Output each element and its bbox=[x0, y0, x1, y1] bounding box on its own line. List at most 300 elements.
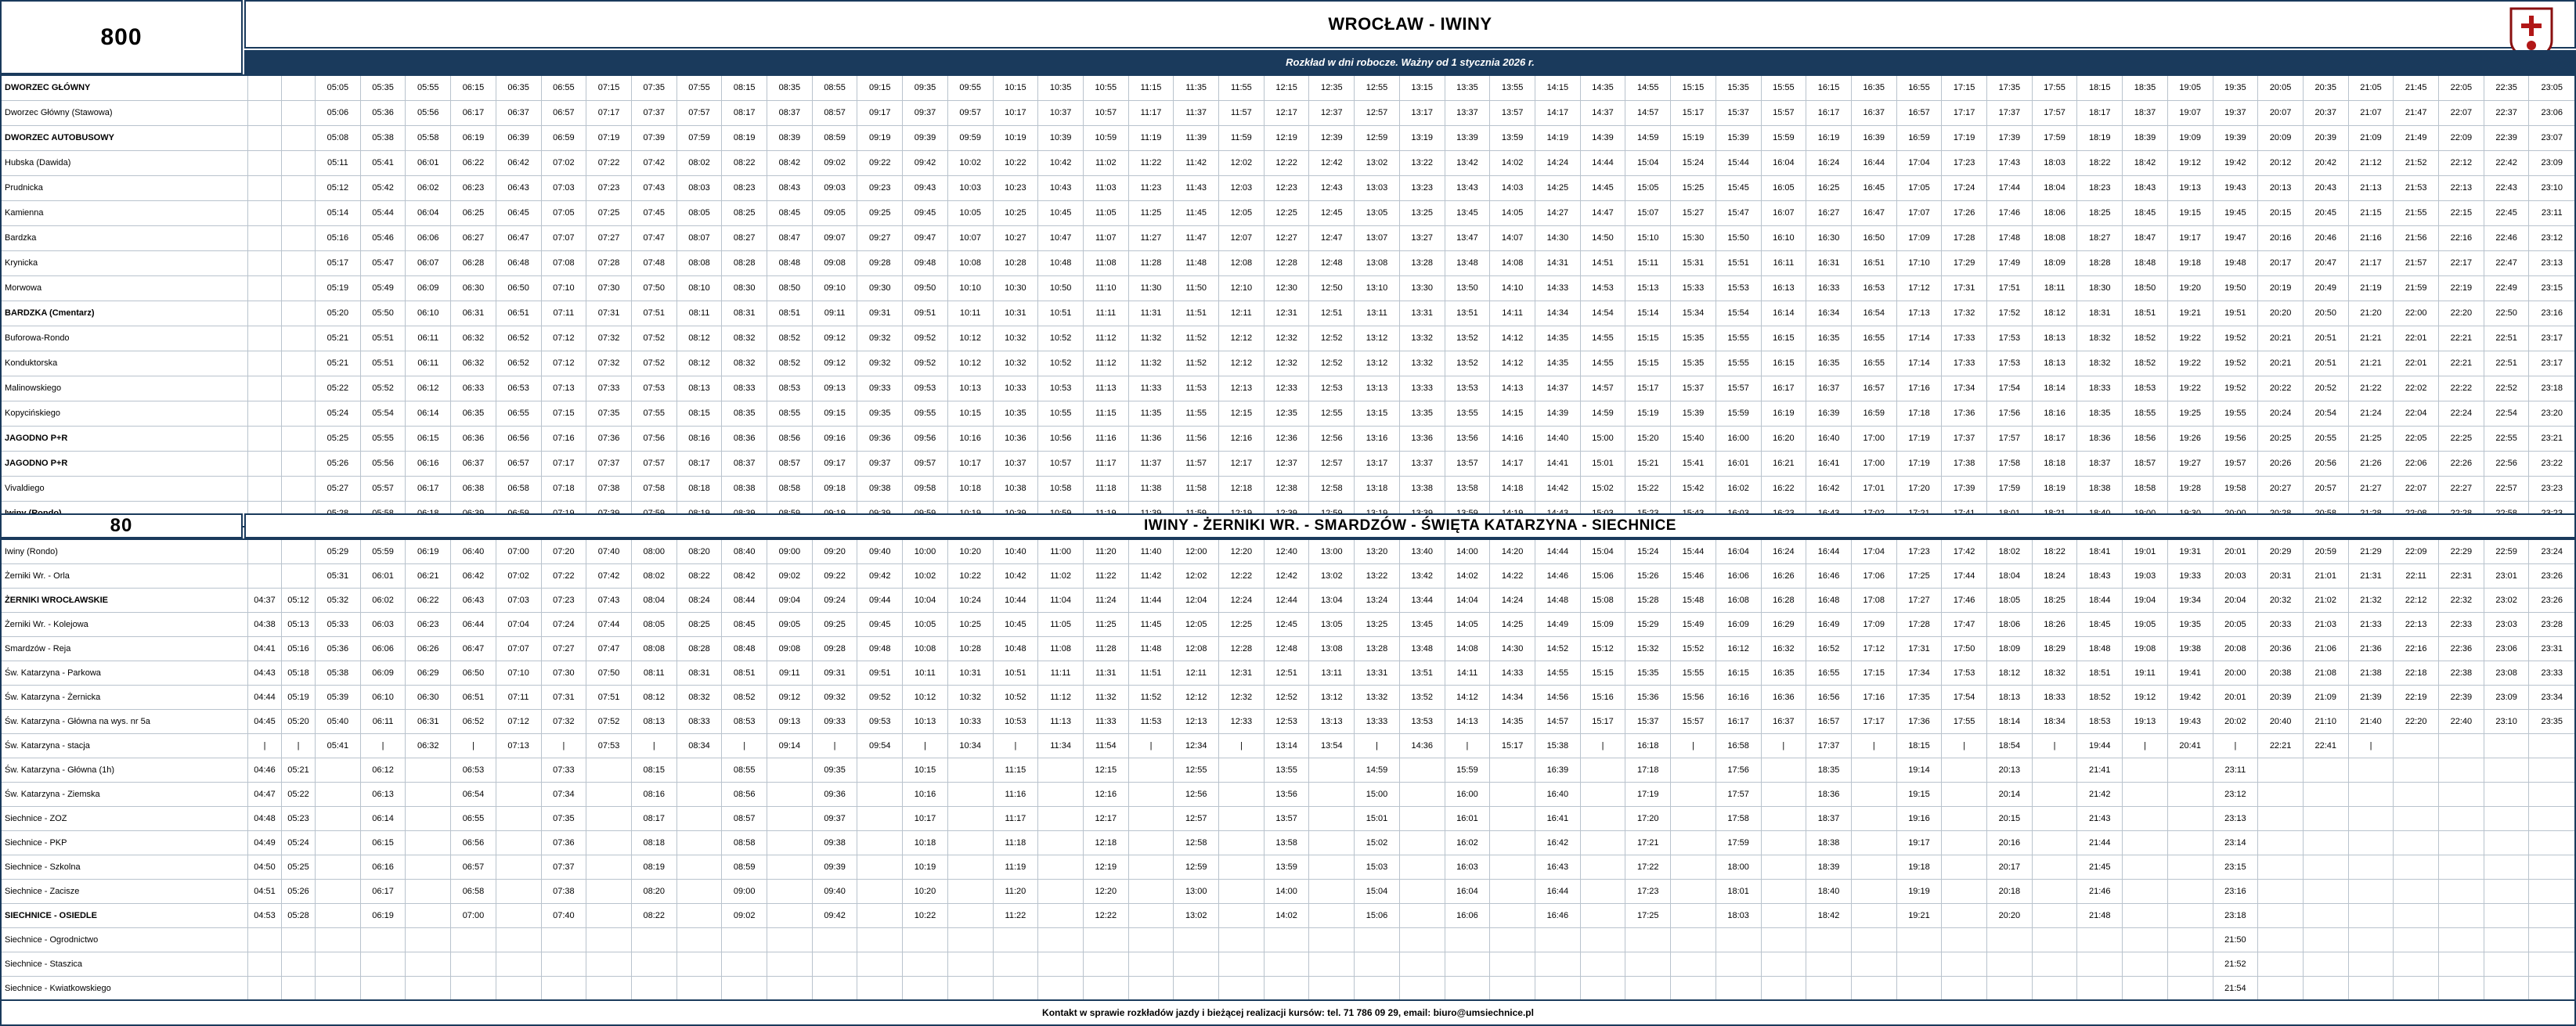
departure-time-cell bbox=[1038, 783, 1084, 807]
departure-time-cell: 11:35 bbox=[1128, 401, 1174, 427]
departure-time-cell: 09:24 bbox=[812, 589, 857, 613]
departure-time-cell: 12:58 bbox=[1174, 831, 1219, 855]
departure-time-cell: 07:50 bbox=[631, 276, 676, 301]
departure-time-cell bbox=[1128, 952, 1174, 977]
departure-time-cell: 13:57 bbox=[1445, 452, 1490, 477]
departure-time-cell: 06:42 bbox=[496, 151, 541, 176]
departure-time-cell: 12:51 bbox=[1264, 661, 1309, 686]
departure-time-cell: 13:47 bbox=[1445, 226, 1490, 251]
departure-time-cell: 14:36 bbox=[1399, 734, 1445, 758]
departure-time-cell: 16:56 bbox=[1806, 686, 1852, 710]
departure-time-cell: 09:15 bbox=[857, 76, 903, 101]
departure-time-cell: 07:11 bbox=[541, 301, 586, 326]
timetable-b-table bbox=[2, 540, 2574, 1000]
departure-time-cell: 08:05 bbox=[631, 613, 676, 637]
departure-time-cell: 12:25 bbox=[1219, 613, 1265, 637]
departure-time-cell bbox=[2529, 758, 2574, 783]
departure-time-cell: 10:24 bbox=[947, 589, 993, 613]
departure-time-cell bbox=[2394, 880, 2439, 904]
departure-time-cell bbox=[496, 952, 541, 977]
departure-time-cell bbox=[676, 952, 722, 977]
departure-time-cell: 12:37 bbox=[1309, 101, 1355, 126]
departure-time-cell: 11:51 bbox=[1174, 301, 1219, 326]
departure-time-cell: 18:03 bbox=[1716, 904, 1761, 928]
departure-time-cell bbox=[1083, 928, 1128, 952]
departure-time-cell: 10:51 bbox=[1038, 301, 1084, 326]
departure-time-cell: 06:14 bbox=[360, 807, 406, 831]
departure-time-cell: 06:11 bbox=[406, 326, 451, 351]
departure-time-cell: 19:15 bbox=[2167, 201, 2213, 226]
departure-time-cell: | bbox=[631, 734, 676, 758]
departure-time-cell: 15:45 bbox=[1716, 176, 1761, 201]
departure-time-cell: 13:30 bbox=[1399, 276, 1445, 301]
departure-time-cell: 16:46 bbox=[1806, 564, 1852, 589]
departure-time-cell: 11:40 bbox=[1128, 540, 1174, 564]
departure-time-cell: 06:02 bbox=[406, 176, 451, 201]
departure-time-cell: 12:56 bbox=[1174, 783, 1219, 807]
departure-time-cell: 23:17 bbox=[2529, 326, 2574, 351]
departure-time-cell: 10:47 bbox=[1038, 226, 1084, 251]
departure-time-cell: 07:44 bbox=[586, 613, 632, 637]
departure-time-cell: 16:00 bbox=[1716, 427, 1761, 452]
departure-time-cell bbox=[857, 952, 903, 977]
departure-time-cell: 11:08 bbox=[1083, 251, 1128, 276]
departure-time-cell: 18:05 bbox=[1987, 589, 2033, 613]
departure-time-cell: 08:35 bbox=[722, 401, 767, 427]
departure-time-cell bbox=[857, 758, 903, 783]
departure-time-cell: 12:44 bbox=[1264, 589, 1309, 613]
departure-time-cell: 10:44 bbox=[993, 589, 1038, 613]
departure-time-cell: 08:15 bbox=[722, 76, 767, 101]
departure-time-cell: 18:32 bbox=[2032, 661, 2077, 686]
departure-time-cell: 13:22 bbox=[1399, 151, 1445, 176]
departure-time-cell: 07:13 bbox=[496, 734, 541, 758]
departure-time-cell: 11:05 bbox=[1083, 201, 1128, 226]
departure-time-cell: 16:10 bbox=[1761, 226, 1806, 251]
departure-time-cell: 17:07 bbox=[1896, 201, 1942, 226]
departure-time-cell bbox=[1309, 807, 1355, 831]
departure-time-cell: 11:17 bbox=[1083, 452, 1128, 477]
departure-time-cell: 08:39 bbox=[767, 126, 813, 151]
departure-time-cell: 19:52 bbox=[2213, 376, 2258, 401]
departure-time-cell: 08:22 bbox=[631, 904, 676, 928]
departure-time-cell: 12:42 bbox=[1309, 151, 1355, 176]
departure-time-cell bbox=[2303, 952, 2348, 977]
departure-time-cell: 18:55 bbox=[2123, 401, 2168, 427]
departure-time-cell: 10:52 bbox=[993, 686, 1038, 710]
departure-time-cell: 15:15 bbox=[1671, 76, 1716, 101]
departure-time-cell: 13:53 bbox=[1399, 710, 1445, 734]
departure-time-cell: 10:25 bbox=[947, 613, 993, 637]
departure-time-cell: 04:38 bbox=[248, 613, 282, 637]
departure-time-cell: 21:29 bbox=[2348, 540, 2394, 564]
departure-time-cell: 09:37 bbox=[812, 807, 857, 831]
departure-time-cell: 14:55 bbox=[1535, 661, 1580, 686]
departure-time-cell: 09:39 bbox=[812, 855, 857, 880]
departure-time-cell: 10:27 bbox=[993, 226, 1038, 251]
departure-time-cell: 20:49 bbox=[2303, 276, 2348, 301]
departure-time-cell: 16:55 bbox=[1806, 661, 1852, 686]
departure-time-cell: 11:05 bbox=[1038, 613, 1084, 637]
departure-time-cell bbox=[1490, 952, 1535, 977]
departure-time-cell: 23:05 bbox=[2529, 76, 2574, 101]
departure-time-cell bbox=[1580, 855, 1625, 880]
departure-time-cell bbox=[496, 855, 541, 880]
table-row bbox=[2, 427, 2574, 452]
departure-time-cell: 15:13 bbox=[1625, 276, 1671, 301]
departure-time-cell: 15:42 bbox=[1671, 477, 1716, 502]
departure-time-cell: 13:40 bbox=[1399, 540, 1445, 564]
departure-time-cell: 10:50 bbox=[1038, 276, 1084, 301]
departure-time-cell: 05:51 bbox=[360, 351, 406, 376]
departure-time-cell bbox=[1580, 904, 1625, 928]
departure-time-cell: 15:50 bbox=[1716, 226, 1761, 251]
departure-time-cell: 16:53 bbox=[1851, 276, 1896, 301]
departure-time-cell bbox=[1942, 831, 1987, 855]
departure-time-cell: 11:48 bbox=[1174, 251, 1219, 276]
departure-time-cell: 06:22 bbox=[406, 589, 451, 613]
departure-time-cell: 22:15 bbox=[2439, 201, 2484, 226]
departure-time-cell: 17:48 bbox=[1987, 226, 2033, 251]
departure-time-cell bbox=[1851, 783, 1896, 807]
departure-time-cell: 15:09 bbox=[1580, 613, 1625, 637]
departure-time-cell bbox=[2394, 807, 2439, 831]
departure-time-cell bbox=[1535, 977, 1580, 1001]
departure-time-cell: 06:53 bbox=[496, 376, 541, 401]
departure-time-cell: 17:59 bbox=[1987, 477, 2033, 502]
departure-time-cell bbox=[1580, 831, 1625, 855]
departure-time-cell: 19:52 bbox=[2213, 351, 2258, 376]
departure-time-cell: 07:53 bbox=[631, 376, 676, 401]
stop-name-cell: Św. Katarzyna - Ziemska bbox=[2, 783, 248, 807]
departure-time-cell: 13:37 bbox=[1445, 101, 1490, 126]
departure-time-cell: 20:05 bbox=[2258, 76, 2304, 101]
departure-time-cell: 21:01 bbox=[2303, 564, 2348, 589]
departure-time-cell: 07:17 bbox=[541, 452, 586, 477]
departure-time-cell: 21:43 bbox=[2077, 807, 2123, 831]
departure-time-cell bbox=[282, 201, 316, 226]
departure-time-cell: 13:14 bbox=[1264, 734, 1309, 758]
departure-time-cell: 06:56 bbox=[496, 427, 541, 452]
departure-time-cell: 07:55 bbox=[631, 401, 676, 427]
departure-time-cell: 20:59 bbox=[2303, 540, 2348, 564]
departure-time-cell bbox=[767, 807, 813, 831]
departure-time-cell: 17:14 bbox=[1896, 351, 1942, 376]
departure-time-cell: 21:42 bbox=[2077, 783, 2123, 807]
departure-time-cell: 06:11 bbox=[360, 710, 406, 734]
departure-time-cell bbox=[1355, 928, 1400, 952]
departure-time-cell: 16:57 bbox=[1851, 376, 1896, 401]
departure-time-cell: 17:00 bbox=[1851, 427, 1896, 452]
departure-time-cell bbox=[1580, 952, 1625, 977]
departure-time-cell: 11:31 bbox=[1083, 661, 1128, 686]
departure-time-cell: 18:18 bbox=[2032, 452, 2077, 477]
departure-time-cell: 09:14 bbox=[767, 734, 813, 758]
departure-time-cell bbox=[451, 952, 496, 977]
departure-time-cell: 15:19 bbox=[1625, 401, 1671, 427]
departure-time-cell: 18:14 bbox=[1987, 710, 2033, 734]
departure-time-cell bbox=[2439, 758, 2484, 783]
departure-time-cell: 15:57 bbox=[1716, 376, 1761, 401]
departure-time-cell: 06:55 bbox=[541, 76, 586, 101]
departure-time-cell: 22:06 bbox=[2394, 452, 2439, 477]
departure-time-cell: 11:44 bbox=[1128, 589, 1174, 613]
departure-time-cell bbox=[1355, 977, 1400, 1001]
departure-time-cell: 18:22 bbox=[2032, 540, 2077, 564]
departure-time-cell: 16:44 bbox=[1851, 151, 1896, 176]
departure-time-cell bbox=[2394, 952, 2439, 977]
departure-time-cell bbox=[2167, 758, 2213, 783]
departure-time-cell: 05:51 bbox=[360, 326, 406, 351]
departure-time-cell: 18:45 bbox=[2077, 613, 2123, 637]
departure-time-cell: 06:37 bbox=[451, 452, 496, 477]
departure-time-cell: 05:19 bbox=[282, 686, 316, 710]
departure-time-cell bbox=[1761, 758, 1806, 783]
departure-time-cell bbox=[1716, 952, 1761, 977]
departure-time-cell: 14:39 bbox=[1580, 126, 1625, 151]
stop-name-cell: BARDZKA (Cmentarz) bbox=[2, 301, 248, 326]
departure-time-cell: 16:39 bbox=[1535, 758, 1580, 783]
departure-time-cell bbox=[586, 855, 632, 880]
departure-time-cell bbox=[903, 952, 948, 977]
departure-time-cell: 19:13 bbox=[2167, 176, 2213, 201]
departure-time-cell bbox=[993, 952, 1038, 977]
departure-time-cell: 17:44 bbox=[1942, 564, 1987, 589]
departure-time-cell: 07:45 bbox=[631, 201, 676, 226]
departure-time-cell: 09:03 bbox=[812, 176, 857, 201]
departure-time-cell: 13:02 bbox=[1309, 564, 1355, 589]
departure-time-cell: 11:57 bbox=[1174, 452, 1219, 477]
departure-time-cell bbox=[1309, 880, 1355, 904]
departure-time-cell bbox=[2167, 928, 2213, 952]
departure-time-cell: 12:15 bbox=[1219, 401, 1265, 427]
departure-time-cell: 11:07 bbox=[1083, 226, 1128, 251]
departure-time-cell: 10:12 bbox=[903, 686, 948, 710]
departure-time-cell: 21:57 bbox=[2394, 251, 2439, 276]
departure-time-cell: 14:17 bbox=[1535, 101, 1580, 126]
departure-time-cell: 12:47 bbox=[1309, 226, 1355, 251]
departure-time-cell: 05:47 bbox=[360, 251, 406, 276]
departure-time-cell: 16:15 bbox=[1761, 351, 1806, 376]
departure-time-cell: 13:43 bbox=[1445, 176, 1490, 201]
departure-time-cell bbox=[1445, 977, 1490, 1001]
departure-time-cell: 05:41 bbox=[360, 151, 406, 176]
departure-time-cell: 06:10 bbox=[360, 686, 406, 710]
departure-time-cell: 17:19 bbox=[1896, 452, 1942, 477]
departure-time-cell: 11:34 bbox=[1038, 734, 1084, 758]
departure-time-cell bbox=[2123, 880, 2168, 904]
departure-time-cell: 12:20 bbox=[1083, 880, 1128, 904]
departure-time-cell: 14:04 bbox=[1445, 589, 1490, 613]
timetable-b bbox=[0, 538, 2576, 1002]
departure-time-cell bbox=[1671, 977, 1716, 1001]
departure-time-cell: 14:08 bbox=[1490, 251, 1535, 276]
departure-time-cell: 11:35 bbox=[1174, 76, 1219, 101]
departure-time-cell: 10:16 bbox=[947, 427, 993, 452]
departure-time-cell: 17:34 bbox=[1942, 376, 1987, 401]
departure-time-cell: 05:05 bbox=[316, 76, 361, 101]
departure-time-cell: 11:37 bbox=[1174, 101, 1219, 126]
departure-time-cell: 05:38 bbox=[360, 126, 406, 151]
departure-time-cell bbox=[2032, 831, 2077, 855]
departure-time-cell bbox=[947, 880, 993, 904]
departure-time-cell: 10:43 bbox=[1038, 176, 1084, 201]
departure-time-cell: 08:20 bbox=[676, 540, 722, 564]
departure-time-cell bbox=[1942, 783, 1987, 807]
departure-time-cell bbox=[1851, 758, 1896, 783]
departure-time-cell: 10:45 bbox=[1038, 201, 1084, 226]
departure-time-cell: 11:12 bbox=[1038, 686, 1084, 710]
departure-time-cell bbox=[903, 977, 948, 1001]
departure-time-cell: 06:44 bbox=[451, 613, 496, 637]
departure-time-cell: 17:51 bbox=[1987, 276, 2033, 301]
departure-time-cell: 22:46 bbox=[2484, 226, 2529, 251]
departure-time-cell: 15:04 bbox=[1355, 880, 1400, 904]
departure-time-cell: 10:31 bbox=[947, 661, 993, 686]
departure-time-cell: 18:03 bbox=[2032, 151, 2077, 176]
departure-time-cell: 18:26 bbox=[2032, 613, 2077, 637]
departure-time-cell: 06:38 bbox=[451, 477, 496, 502]
departure-time-cell: 23:15 bbox=[2213, 855, 2258, 880]
departure-time-cell: 10:58 bbox=[1038, 477, 1084, 502]
departure-time-cell bbox=[316, 952, 361, 977]
departure-time-cell: 22:39 bbox=[2439, 686, 2484, 710]
table-row bbox=[2, 126, 2574, 151]
departure-time-cell bbox=[2394, 783, 2439, 807]
departure-time-cell: 13:57 bbox=[1490, 101, 1535, 126]
departure-time-cell bbox=[1987, 977, 2033, 1001]
departure-time-cell bbox=[1942, 952, 1987, 977]
departure-time-cell: 10:37 bbox=[1038, 101, 1084, 126]
departure-time-cell: 10:48 bbox=[993, 637, 1038, 661]
departure-time-cell: 15:22 bbox=[1625, 477, 1671, 502]
stop-name-cell: Siechnice - Ogrodnictwo bbox=[2, 928, 248, 952]
departure-time-cell: 21:09 bbox=[2303, 686, 2348, 710]
departure-time-cell: 20:50 bbox=[2303, 301, 2348, 326]
departure-time-cell bbox=[451, 977, 496, 1001]
departure-time-cell: 11:31 bbox=[1128, 301, 1174, 326]
departure-time-cell: | bbox=[722, 734, 767, 758]
departure-time-cell bbox=[1851, 855, 1896, 880]
stop-name-cell: ŻERNIKI WROCŁAWSKIE bbox=[2, 589, 248, 613]
departure-time-cell: 21:25 bbox=[2348, 427, 2394, 452]
departure-time-cell: 07:58 bbox=[631, 477, 676, 502]
departure-time-cell bbox=[248, 226, 282, 251]
departure-time-cell: 19:07 bbox=[2167, 101, 2213, 126]
departure-time-cell bbox=[2439, 807, 2484, 831]
departure-time-cell bbox=[676, 904, 722, 928]
table-row bbox=[2, 831, 2574, 855]
departure-time-cell bbox=[282, 151, 316, 176]
departure-time-cell: 20:07 bbox=[2258, 101, 2304, 126]
departure-time-cell: 13:31 bbox=[1355, 661, 1400, 686]
departure-time-cell: 15:38 bbox=[1535, 734, 1580, 758]
stop-name-cell: JAGODNO P+R bbox=[2, 452, 248, 477]
departure-time-cell: 16:31 bbox=[1806, 251, 1852, 276]
departure-time-cell: 17:33 bbox=[1942, 326, 1987, 351]
table-row bbox=[2, 977, 2574, 1001]
departure-time-cell: 22:33 bbox=[2439, 613, 2484, 637]
departure-time-cell: 16:44 bbox=[1806, 540, 1852, 564]
departure-time-cell: 09:54 bbox=[857, 734, 903, 758]
departure-time-cell: 08:13 bbox=[631, 710, 676, 734]
table-row bbox=[2, 904, 2574, 928]
departure-time-cell: 07:52 bbox=[631, 326, 676, 351]
departure-time-cell bbox=[2167, 904, 2213, 928]
departure-time-cell bbox=[1128, 928, 1174, 952]
departure-time-cell: 05:08 bbox=[316, 126, 361, 151]
departure-time-cell: 09:43 bbox=[903, 176, 948, 201]
departure-time-cell: 09:45 bbox=[903, 201, 948, 226]
departure-time-cell: 12:16 bbox=[1083, 783, 1128, 807]
departure-time-cell: 06:13 bbox=[360, 783, 406, 807]
departure-time-cell: 21:38 bbox=[2348, 661, 2394, 686]
departure-time-cell: 16:25 bbox=[1806, 176, 1852, 201]
departure-time-cell bbox=[2123, 855, 2168, 880]
departure-time-cell: 14:48 bbox=[1535, 589, 1580, 613]
departure-time-cell bbox=[1942, 855, 1987, 880]
departure-time-cell: 05:20 bbox=[316, 301, 361, 326]
departure-time-cell: 10:18 bbox=[903, 831, 948, 855]
departure-time-cell bbox=[1399, 928, 1445, 952]
departure-time-cell: 08:15 bbox=[631, 758, 676, 783]
departure-time-cell: 17:58 bbox=[1987, 452, 2033, 477]
departure-time-cell bbox=[248, 928, 282, 952]
departure-time-cell: | bbox=[993, 734, 1038, 758]
departure-time-cell: 18:34 bbox=[2032, 710, 2077, 734]
departure-time-cell: 22:35 bbox=[2484, 76, 2529, 101]
stop-name-cell: DWORZEC GŁÓWNY bbox=[2, 76, 248, 101]
departure-time-cell bbox=[812, 928, 857, 952]
departure-time-cell: 14:47 bbox=[1580, 201, 1625, 226]
table-row bbox=[2, 589, 2574, 613]
stop-name-cell: Siechnice - Kwiatkowskiego bbox=[2, 977, 248, 1001]
departure-time-cell bbox=[2439, 952, 2484, 977]
departure-time-cell bbox=[406, 977, 451, 1001]
departure-time-cell: 17:22 bbox=[1625, 855, 1671, 880]
departure-time-cell: 16:24 bbox=[1806, 151, 1852, 176]
departure-time-cell: 18:14 bbox=[2032, 376, 2077, 401]
departure-time-cell: 23:23 bbox=[2529, 477, 2574, 502]
departure-time-cell bbox=[1219, 758, 1265, 783]
departure-time-cell: 13:32 bbox=[1399, 351, 1445, 376]
departure-time-cell bbox=[1490, 904, 1535, 928]
departure-time-cell: 07:16 bbox=[541, 427, 586, 452]
departure-time-cell bbox=[248, 401, 282, 427]
departure-time-cell: 05:25 bbox=[282, 855, 316, 880]
departure-time-cell: 16:37 bbox=[1761, 710, 1806, 734]
departure-time-cell bbox=[248, 251, 282, 276]
departure-time-cell: 15:44 bbox=[1716, 151, 1761, 176]
departure-time-cell: 17:38 bbox=[1942, 452, 1987, 477]
table-row bbox=[2, 637, 2574, 661]
departure-time-cell: 17:59 bbox=[1716, 831, 1761, 855]
departure-time-cell: 16:58 bbox=[1716, 734, 1761, 758]
departure-time-cell: 18:35 bbox=[2123, 76, 2168, 101]
departure-time-cell: 15:20 bbox=[1625, 427, 1671, 452]
departure-time-cell: 23:24 bbox=[2529, 540, 2574, 564]
departure-time-cell: 13:55 bbox=[1490, 76, 1535, 101]
departure-time-cell: 06:31 bbox=[406, 710, 451, 734]
departure-time-cell: 20:17 bbox=[1987, 855, 2033, 880]
departure-time-cell: 08:12 bbox=[676, 351, 722, 376]
departure-time-cell: 22:36 bbox=[2439, 637, 2484, 661]
departure-time-cell: 16:13 bbox=[1761, 276, 1806, 301]
departure-time-cell: | bbox=[903, 734, 948, 758]
departure-time-cell: 14:25 bbox=[1535, 176, 1580, 201]
departure-time-cell bbox=[676, 880, 722, 904]
departure-time-cell: 12:23 bbox=[1264, 176, 1309, 201]
